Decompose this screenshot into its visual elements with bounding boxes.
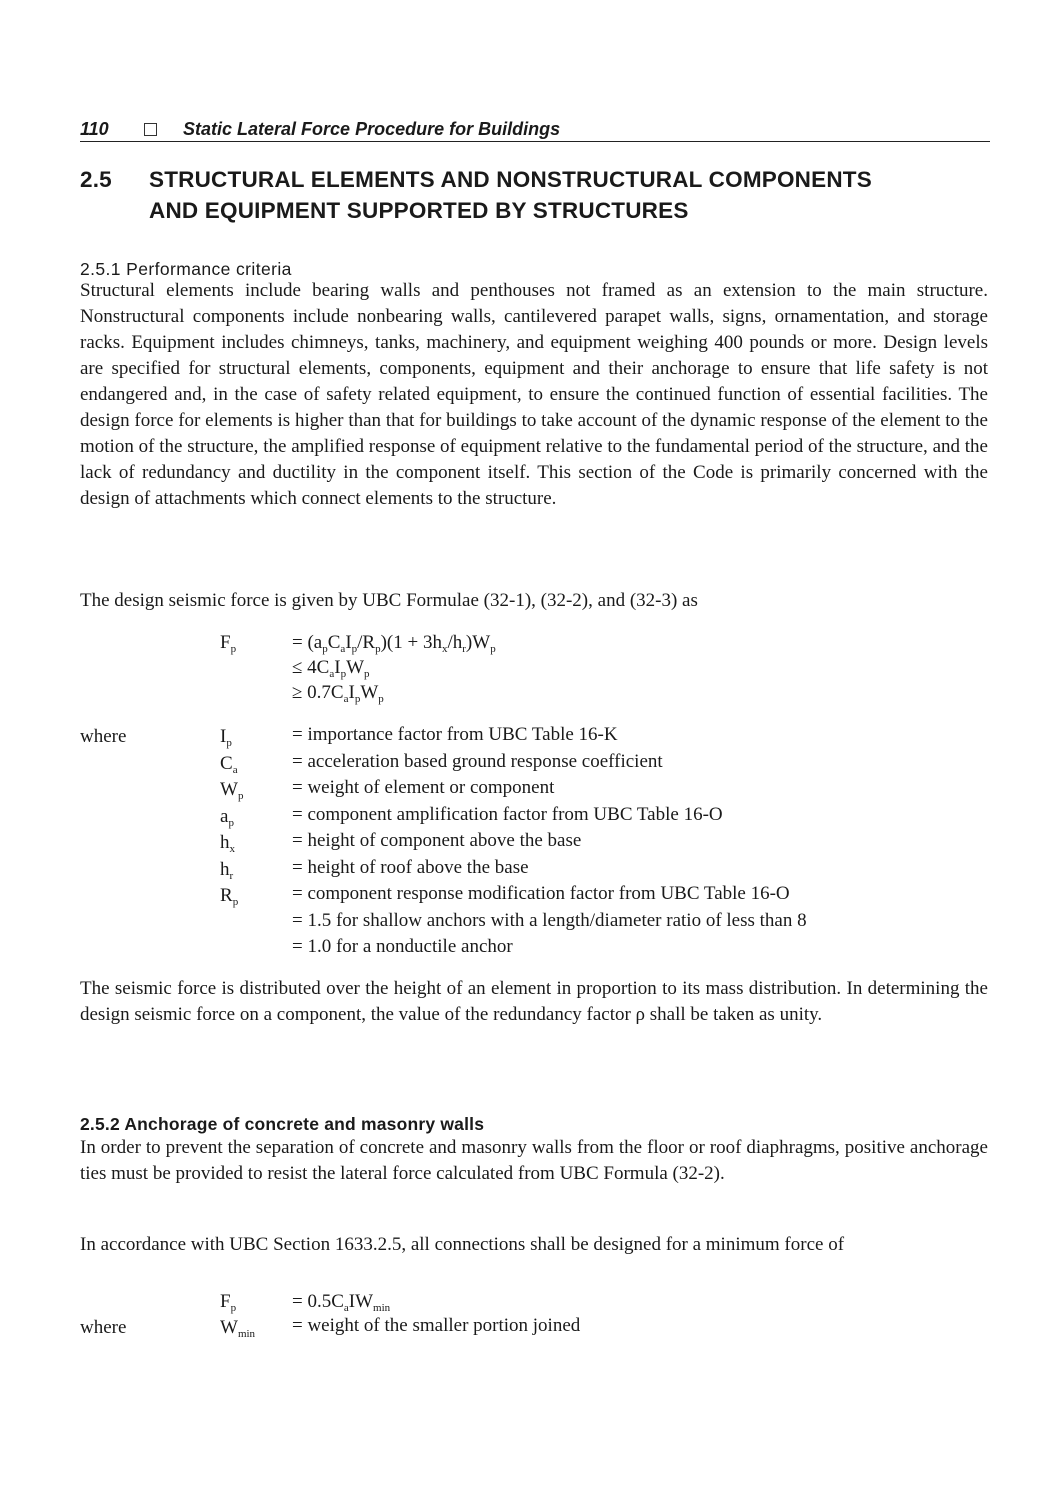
- definition-symbol: [220, 753, 238, 775]
- definition-text: = 1.5 for shallow anchors with a length/diameter ratio of less than 8: [292, 909, 807, 931]
- running-header: [80, 118, 990, 142]
- definition-symbol-subscript: r: [229, 869, 234, 882]
- formula-line-3: ≥ $0.7C_aI_pW_p$: [292, 682, 384, 705]
- subsection-heading-performance: 2.5.1 Performance criteria: [80, 259, 292, 279]
- page-number: 110: [80, 119, 109, 139]
- definition-text: = component amplification factor from UBC Table 16-O: [292, 803, 723, 825]
- definition-symbol: [220, 859, 233, 881]
- definition-text: = acceleration based ground response coefficient: [292, 750, 663, 772]
- definition-symbol: [220, 779, 243, 801]
- definition-symbol-letter: C: [220, 752, 233, 774]
- definition-symbol-letter: h: [220, 858, 230, 880]
- definition-text: = component response modification factor from UBC Table 16-O: [292, 883, 790, 904]
- formula-fp-symbol: $F_p$: [220, 632, 237, 655]
- section-number: 2.5: [80, 167, 112, 192]
- square-bullet-icon: [144, 123, 157, 136]
- definition-symbol-subscript: x: [229, 843, 235, 855]
- wmin-symbol: $W_{min}$: [220, 1317, 256, 1340]
- formula-line-2: ≤ $4C_aI_pW_p$: [292, 657, 370, 680]
- definition-symbol-letter: h: [220, 832, 230, 853]
- definition-symbol-subscript: a: [232, 763, 238, 776]
- definition-symbol-letter: I: [220, 726, 227, 747]
- definition-symbol: [220, 885, 238, 907]
- where-label-2: where: [80, 1317, 127, 1338]
- definition-symbol-subscript: p: [237, 790, 244, 802]
- wmin-definition: = weight of the smaller portion joined: [292, 1315, 581, 1336]
- definition-symbol-letter: a: [220, 805, 229, 827]
- definition-symbol: [220, 806, 234, 828]
- paragraph-distribution: The seismic force is distributed over the height of an element in proportion to its mass distribution. In determining the design seismic force on a component, the value of the redundancy factor ρ shall be taken as unity.: [80, 978, 988, 1025]
- paragraph-performance: Structural elements include bearing walls and penthouses not framed as an extension to the main structure. Nonstructural components include nonbearing walls, cantilevered parapet walls, signs, ornamentation, and storage racks. Equipment includes chimneys, tanks, machinery, and equipment weighing 400 pounds or more. Design levels are specified for structural elements, components, equipment and their anchorage to ensure that life safety is not endangered and, in the case of safety related equipment, to ensure the continued function of essential facilities. The design force for elements is higher than that for buildings to take account of the dynamic response of the element to the motion of the structure, the amplified response of equipment relative to the fundamental period of the structure, and the lack of redundancy and ductility in the component itself. This section of the Code is primarily concerned with the design of attachments which connect elements to the structure.: [80, 280, 988, 509]
- section-heading: [80, 164, 1000, 226]
- formula2-line: = $0.5C_aIW_{min}$: [292, 1291, 391, 1314]
- formula-line-1: = $(a_pC_aI_p/R_p)(1 + 3h_x/h_r)W_p$: [292, 632, 496, 655]
- formula2-fp-symbol: $F_p$: [220, 1291, 237, 1314]
- paragraph-anchorage: In order to prevent the separation of concrete and masonry walls from the floor or roof diaphragms, positive anchorage ties must be provided to resist the lateral force calculated from UBC Formula (32-2).: [80, 1137, 988, 1184]
- definition-text: = 1.0 for a nonductile anchor: [292, 936, 513, 957]
- definition-symbol-subscript: p: [232, 896, 239, 908]
- definition-text: = height of roof above the base: [292, 856, 529, 878]
- where-label: where: [80, 726, 127, 747]
- definition-symbol-letter: W: [220, 779, 238, 800]
- paragraph-minimum-force: In accordance with UBC Section 1633.2.5, all connections shall be designed for a minimum force of: [80, 1234, 845, 1255]
- definition-symbol-letter: R: [220, 885, 233, 906]
- section-title-line1: STRUCTURAL ELEMENTS AND NONSTRUCTURAL COMPONENTS: [149, 167, 872, 192]
- definition-symbol: [220, 726, 232, 748]
- paragraph-design-force-intro: The design seismic force is given by UBC Formulae (32-1), (32-2), and (32-3) as: [80, 590, 698, 611]
- section-title-line2: AND EQUIPMENT SUPPORTED BY STRUCTURES: [149, 198, 689, 223]
- subsection-heading-anchorage: 2.5.2 Anchorage of concrete and masonry walls: [80, 1114, 485, 1134]
- definition-text: = weight of element or component: [292, 777, 555, 798]
- definition-text: = importance factor from UBC Table 16-K: [292, 724, 618, 745]
- definition-symbol: [220, 832, 235, 854]
- definition-symbol-subscript: p: [226, 737, 232, 749]
- definition-text: = height of component above the base: [292, 830, 582, 851]
- running-title: Static Lateral Force Procedure for Buildings: [183, 119, 561, 139]
- definition-symbol-subscript: p: [228, 816, 234, 829]
